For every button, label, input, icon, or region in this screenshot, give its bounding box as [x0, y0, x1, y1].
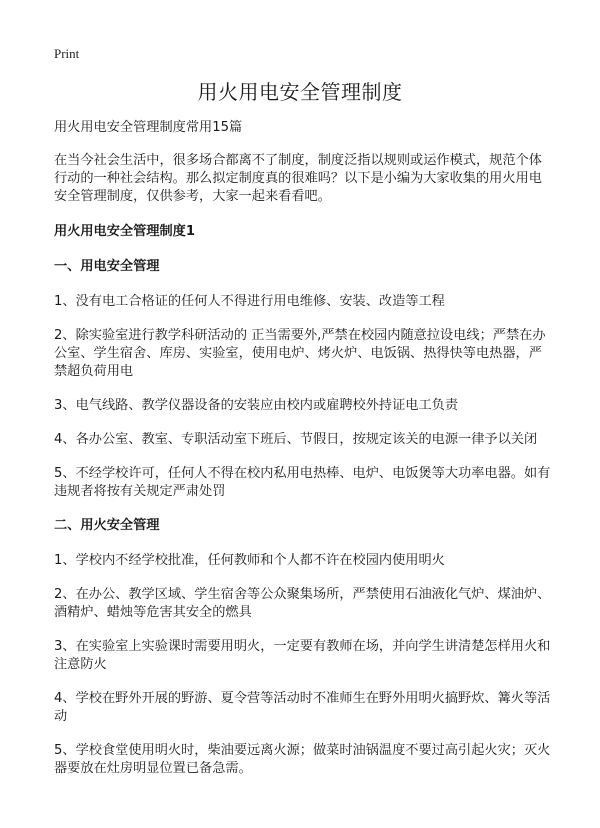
section-fire [54, 517, 554, 778]
print-link[interactable]: Print [54, 46, 80, 61]
rule-item: 5、学校食堂使用明火时，柴油要远离火源；做菜时油锅温度不要过高引起火灾；灭火器要放在灶房明显位置已备急需。 [54, 743, 551, 776]
rule-item: 1、没有电工合格证的任何人不得进行用电维修、安装、改造等工程 [54, 294, 445, 309]
section-heading: 二、用火安全管理 [54, 518, 160, 533]
rule-item: 2、在办公、教学区域、学生宿舍等公众聚集场所，严禁使用石油液化气炉、煤油炉、酒精炉、蜡烛等危害其安全的燃具 [54, 587, 551, 620]
rule-item: 1、学校内不经学校批准，任何教师和个人都不许在校园内使用明火 [54, 553, 445, 568]
rule-item: 3、在实验室上实验课时需要用明火，一定要有教师在场，并向学生讲清楚怎样用火和注意防火 [54, 639, 551, 672]
rule-item: 2、除实验室进行教学科研活动的 正当需要外,严禁在校园内随意拉设电线；严禁在办公室、学生宿舍、库房、实验室，使用电炉、烤火炉、电饭锅、热得快等电热器，严禁超负荷用电 [54, 328, 546, 379]
document-title: 用火用电安全管理制度 [197, 80, 403, 104]
rule-item: 4、学校在野外开展的野游、夏令营等活动时不准师生在野外用明火搞野炊、篝火等活动 [54, 691, 551, 724]
section-electricity [54, 258, 554, 501]
rule-item: 5、不经学校许可，任何人不得在校内私用电热棒、电炉、电饭煲等大功率电器。如有违规者将按有关规定严肃处罚 [54, 466, 551, 499]
rule-list [54, 293, 554, 501]
rule-item: 3、电气线路、教学仪器设备的安装应由校内或雇聘校外持证电工负责 [54, 398, 459, 413]
rule-list [54, 552, 554, 778]
document-subtitle: 用火用电安全管理制度常用15篇 [54, 120, 243, 135]
intro-paragraph: 在当今社会生活中，很多场合都离不了制度，制度泛指以规则或运作模式，规范个体行动的一种社会结构。那么拟定制度真的很难吗？以下是小编为大家收集的用火用电安全管理制度，仅供参考，大家一起来看看吧。 [54, 153, 542, 204]
section-heading: 一、用电安全管理 [54, 259, 160, 274]
rule-item: 4、各办公室、教室、专职活动室下班后、节假日，按规定该关的电源一律予以关闭 [54, 432, 538, 447]
document-body [54, 119, 554, 794]
part-heading: 用火用电安全管理制度1 [54, 224, 196, 239]
